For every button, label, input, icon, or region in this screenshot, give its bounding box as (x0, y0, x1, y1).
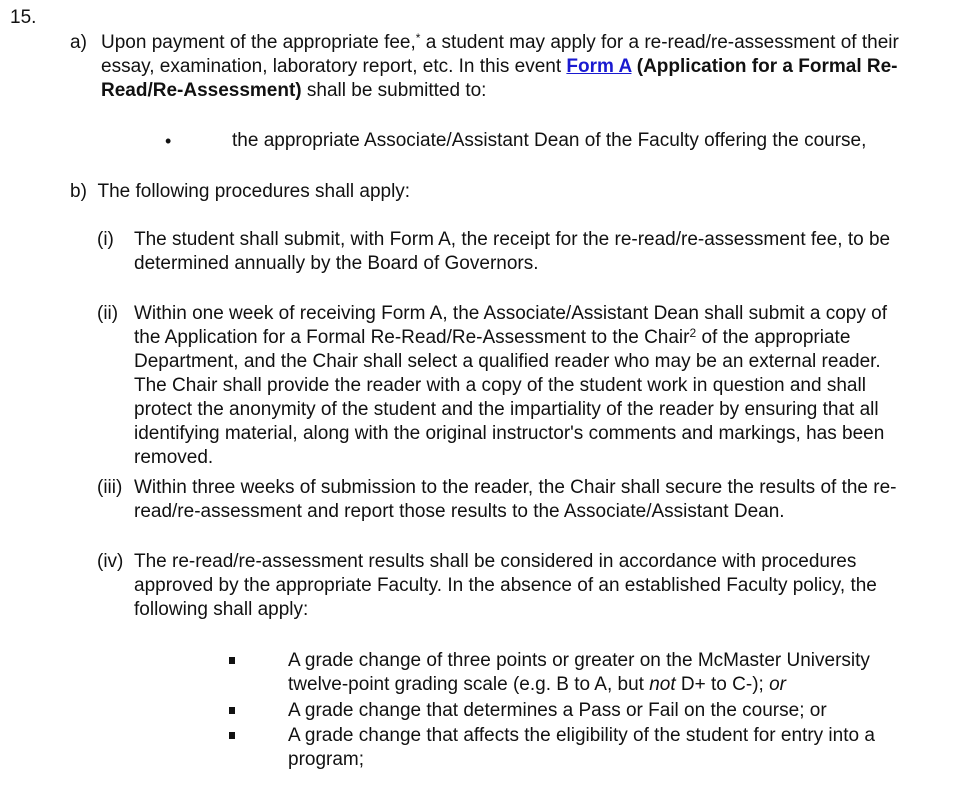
paragraph-a-text-2: a student may apply for a re-read/re-assessment of their essay, examination, laboratory report, etc. In this event (101, 32, 899, 77)
criterion-item (229, 699, 929, 723)
form-a-link[interactable]: Form A (566, 56, 632, 77)
paragraph-a-label: a) (70, 32, 87, 53)
paragraph-a (70, 31, 950, 103)
bullet-dot-icon: • (165, 131, 172, 151)
procedure-iii-label: (iii) (97, 477, 123, 498)
procedure-iii (97, 476, 917, 524)
procedure-iv-text: The re-read/re-assessment results shall be considered in accordance with procedures approved by the appropriate Faculty. In the absence of an established Faculty policy, the following shall apply: (134, 551, 877, 620)
criterion-1-text-2: D+ to C-); (675, 674, 770, 695)
paragraph-a-body (101, 31, 950, 103)
procedure-ii-text-2: of the appropriate Department, and the Chair shall select a qualified reader who may be an external reader. The Chair shall provide the reader with a copy of the student work in question and shall protect the anonymity of the student and the impartiality of the reader by ensuring that all identifying material, along with the original instructor's comments and markings, has been removed. (134, 327, 885, 468)
square-bullet-icon (229, 707, 235, 714)
square-bullet-icon (229, 657, 235, 664)
paragraph-b (70, 180, 410, 204)
procedure-iv (97, 550, 917, 622)
procedure-ii (97, 302, 917, 470)
form-a-title: (Application for a Formal Re-Read/Re-Assessment) (101, 56, 898, 101)
criterion-item (229, 724, 929, 772)
criterion-item (229, 649, 929, 697)
paragraph-a-text-1: Upon payment of the appropriate fee, (101, 32, 416, 53)
chair-footnote-mark: 2 (689, 326, 697, 340)
criterion-text: A grade change that determines a Pass or Fail on the course; or (288, 700, 827, 721)
paragraph-b-text: The following procedures shall apply: (97, 181, 411, 202)
procedure-i-label: (i) (97, 229, 114, 250)
paragraph-a-text-3: shall be submitted to: (301, 80, 487, 101)
criterion-1-text-1: A grade change of three points or greater on the McMaster University twelve-point grading scale (e.g. B to A, but (288, 650, 870, 695)
procedure-ii-text-1: Within one week of receiving Form A, the Associate/Assistant Dean shall submit a copy of the Application for a Formal Re-Read/Re-Assessment to the Chair (134, 303, 887, 348)
criterion-text: A grade change that affects the eligibility of the student for entry into a program; (288, 725, 875, 770)
procedure-iv-label: (iv) (97, 551, 124, 572)
procedure-i (97, 228, 917, 276)
dean-bullet-text: the appropriate Associate/Assistant Dean of the Faculty offering the course, (232, 130, 867, 151)
criterion-1-italic-2: or (769, 674, 786, 695)
procedure-i-text: The student shall submit, with Form A, the receipt for the re-read/re-assessment fee, to be determined annually by the Board of Governors. (134, 229, 891, 274)
criterion-text (288, 649, 929, 697)
fee-footnote-mark: * (415, 31, 421, 45)
square-bullet-icon (229, 732, 235, 739)
criterion-1-italic-1: not (649, 674, 676, 695)
procedure-iii-text: Within three weeks of submission to the reader, the Chair shall secure the results of the re-read/re-assessment and report those results to the Associate/Assistant Dean. (134, 477, 897, 522)
paragraph-b-label: b) (70, 181, 87, 202)
section-number: 15. (10, 7, 37, 28)
procedure-ii-body (134, 302, 917, 470)
procedure-ii-label: (ii) (97, 303, 119, 324)
dean-bullet (165, 129, 925, 153)
